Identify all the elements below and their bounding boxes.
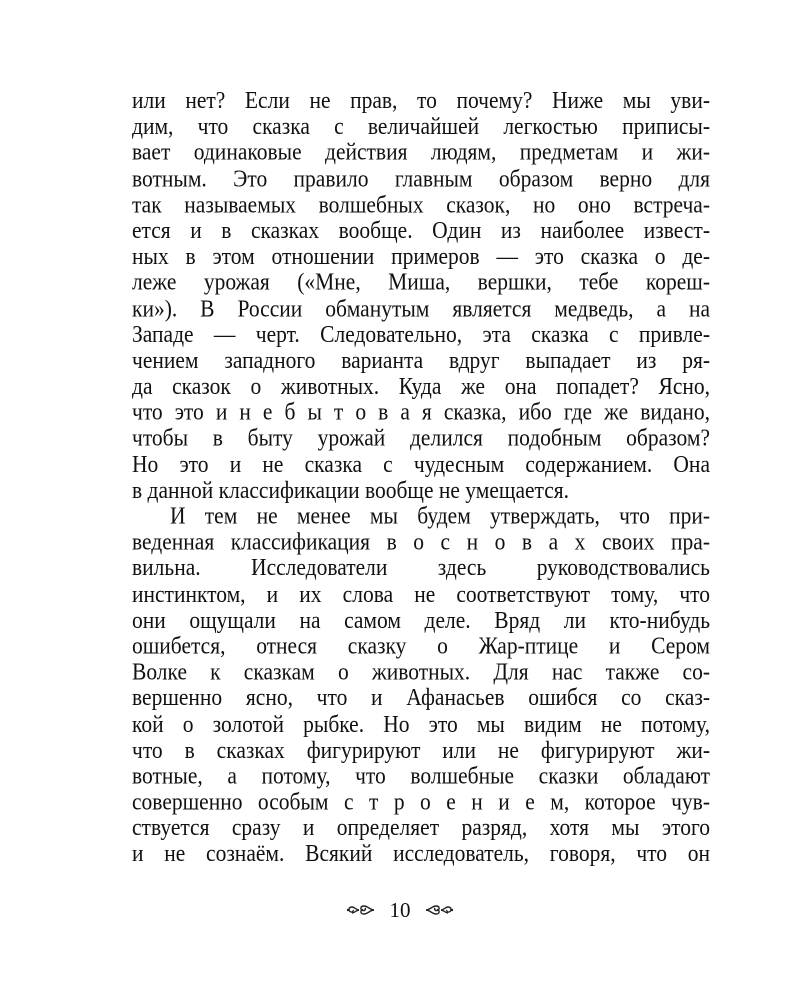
text-line: Но это и не сказка с чудесным содержанием. Она <box>132 450 710 478</box>
text-line: инстинктом, и их слова не соответствуют тому, что <box>132 580 710 608</box>
text-line: вотные, а потому, что волшебные сказки обладают <box>132 762 710 789</box>
text-line: что это и н е б ы т о в а я сказка, ибо где же видано, <box>132 398 710 426</box>
ornament-left-icon <box>346 902 376 918</box>
text-line: леже урожая («Мне, Миша, вершки, тебе кореш- <box>132 268 710 296</box>
text-line: совершенно особым с т р о е н и е м, которое чув- <box>132 788 710 815</box>
text-line: да сказок о животных. Куда же она попадет? Ясно, <box>132 372 710 400</box>
text-line: Западе — черт. Следовательно, эта сказка с привле- <box>132 320 710 348</box>
page-number: 10 <box>389 897 411 922</box>
text-line: веденная классификация в о с н о в а х своих пра- <box>132 528 710 556</box>
text-line: что в сказках фигурируют или не фигурируют жи- <box>132 736 710 764</box>
text-line: дим, что сказка с величайшей легкостью приписы- <box>132 112 710 140</box>
ornament-right-icon <box>424 902 454 918</box>
text-line: вотным. Это правило главным образом верно для <box>132 164 710 192</box>
text-line: кой о золотой рыбке. Но это мы видим не потому, <box>132 710 710 738</box>
text-line: ных в этом отношении примеров — это сказка о де- <box>132 242 710 270</box>
text-line: или нет? Если не прав, то почему? Ниже мы уви- <box>132 86 710 114</box>
text-line: вает одинаковые действия людям, предметам и жи- <box>132 138 710 166</box>
text-line: ется и в сказках вообще. Один из наиболее извест- <box>132 216 710 244</box>
text-line: и не сознаём. Всякий исследователь, говоря, что он <box>132 840 710 867</box>
text-line: ствуется сразу и определяет разряд, хотя мы этого <box>132 814 710 841</box>
text-line: вильна. Исследователи здесь руководствовались <box>132 554 710 582</box>
text-line: И тем не менее мы будем утверждать, что при- <box>170 502 710 530</box>
text-line: Волке к сказкам о животных. Для нас также со- <box>132 658 710 686</box>
text-line: в данной классификации вообще не умещается. <box>132 476 570 504</box>
text-line: чтобы в быту урожай делился подобным образом? <box>132 424 710 452</box>
text-line: они ощущали на самом деле. Вряд ли кто-нибудь <box>132 606 710 634</box>
text-line: так называемых волшебных сказок, но оно встреча- <box>132 190 710 218</box>
text-line: ки»). В России обманутым является медведь, а на <box>132 294 710 322</box>
body-text <box>132 88 710 867</box>
text-line: ошибется, отнеся сказку о Жар-птице и Сером <box>132 632 710 660</box>
text-line: вершенно ясно, что и Афанасьев ошибся со сказ- <box>132 684 710 712</box>
page-footer <box>0 896 800 923</box>
text-line: чением западного варианта вдруг выпадает из ря- <box>132 346 710 374</box>
